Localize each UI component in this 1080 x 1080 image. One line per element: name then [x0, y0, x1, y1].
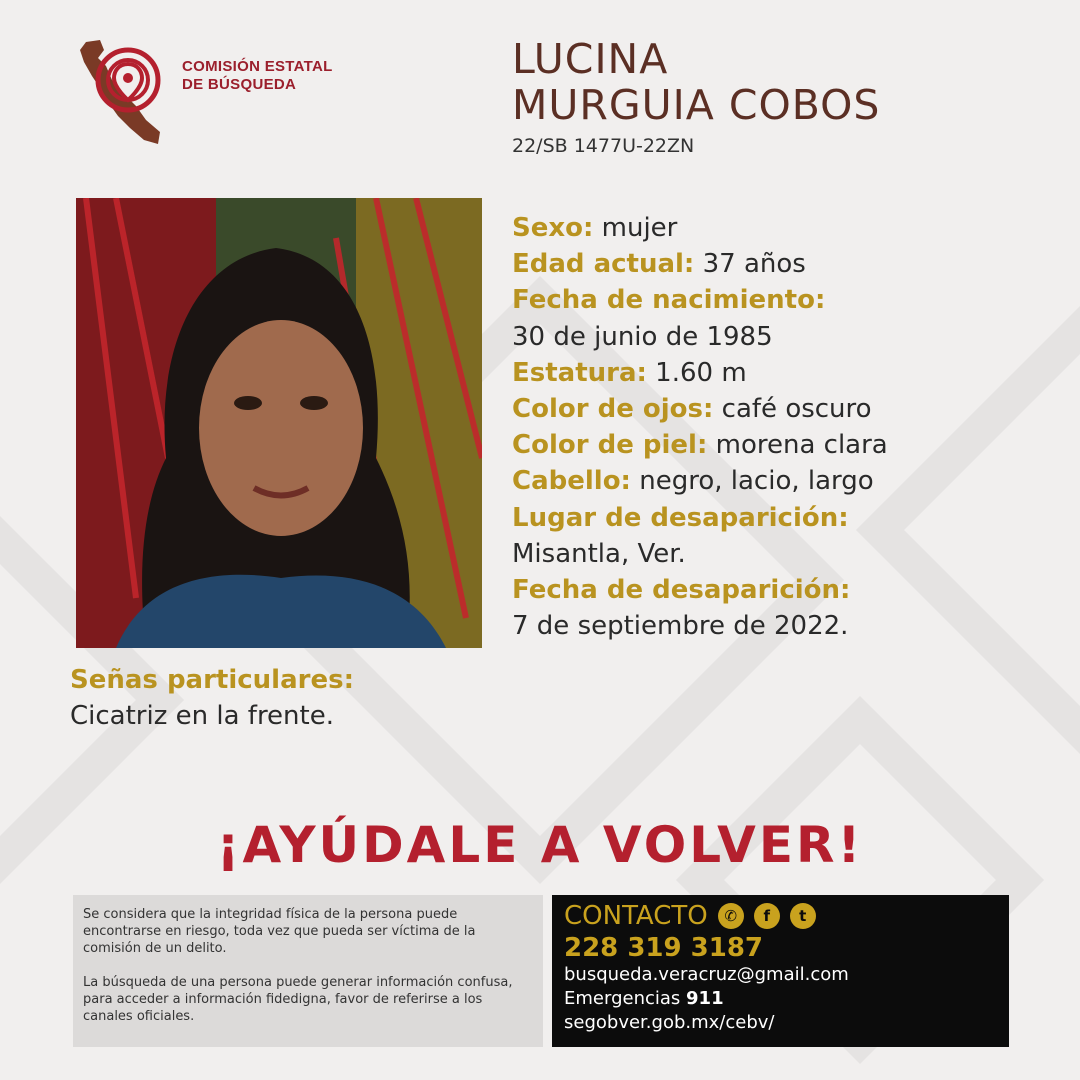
contact-email[interactable]: busqueda.veracruz@gmail.com: [564, 964, 849, 985]
fact-value: 1.60 m: [646, 357, 747, 388]
fact-label: Fecha de desaparición:: [512, 575, 851, 606]
twitter-icon[interactable]: t: [790, 903, 816, 929]
first-name: LUCINA: [512, 35, 669, 83]
fact-row: [512, 608, 888, 644]
contact-phone[interactable]: 228 319 3187: [564, 933, 764, 963]
fact-value: 37 años: [694, 249, 806, 280]
fact-label: Lugar de desaparición:: [512, 502, 849, 533]
fact-label: Sexo:: [512, 213, 594, 243]
fact-row: [512, 463, 888, 499]
fact-row: [512, 282, 888, 318]
distinguishing-marks: [70, 662, 354, 734]
fact-row: [512, 355, 888, 391]
fact-value: morena clara: [707, 430, 888, 461]
contact-box: [552, 895, 1009, 1047]
call-to-action: ¡AYÚDALE A VOLVER!: [216, 816, 864, 874]
person-facts: [512, 210, 888, 644]
folio-number: 22/SB 1477U-22ZN: [512, 135, 695, 157]
fact-row: [512, 427, 888, 463]
fact-value: café oscuro: [713, 394, 872, 425]
logo: [74, 36, 374, 152]
facebook-icon[interactable]: f: [754, 903, 780, 929]
org-name: [182, 58, 333, 94]
last-names: MURGUIA COBOS: [512, 81, 881, 129]
disclaimer-paragraph: La búsqueda de una persona puede generar información confusa, para acceder a información fidedigna, favor de referirse a los canales oficiales.: [83, 975, 513, 1024]
fact-value: 7 de septiembre de 2022.: [512, 611, 849, 642]
person-photo: [76, 198, 482, 648]
emergency-label: Emergencias: [564, 988, 687, 1009]
fact-row: [512, 536, 888, 572]
fact-value: negro, lacio, largo: [630, 466, 874, 497]
fact-row: [512, 391, 888, 427]
fact-row: [512, 500, 888, 536]
marks-value: Cicatriz en la frente.: [70, 701, 334, 731]
disclaimer-paragraph: Se considera que la integridad física de la persona puede encontrarse en riesgo, toda vez que pueda ser víctima de la comisión de un delito.: [83, 907, 476, 956]
person-name: [512, 36, 880, 128]
veracruz-map-icon: [74, 36, 184, 152]
fact-label: Edad actual:: [512, 249, 695, 280]
fact-row: [512, 210, 888, 246]
fact-value: Misantla, Ver.: [512, 538, 686, 569]
fact-label: Color de piel:: [512, 430, 708, 461]
disclaimer-box: [73, 895, 543, 1047]
fact-label: Fecha de nacimiento:: [512, 285, 826, 316]
emergency-number[interactable]: 911: [686, 988, 724, 1009]
fact-row: [512, 319, 888, 355]
contact-title: CONTACTO: [564, 901, 708, 931]
fact-value: 30 de junio de 1985: [512, 321, 773, 352]
fact-label: Cabello:: [512, 466, 631, 497]
contact-emergency: [564, 987, 997, 1011]
fact-row: [512, 572, 888, 608]
phone-icon[interactable]: ✆: [718, 903, 744, 929]
org-name-line2: DE BÚSQUEDA: [182, 76, 297, 93]
fact-value: mujer: [593, 213, 678, 243]
fact-label: Estatura:: [512, 357, 647, 388]
fact-row: [512, 246, 888, 282]
marks-label: Señas particulares:: [70, 665, 354, 695]
org-name-line1: COMISIÓN ESTATAL: [182, 58, 333, 75]
contact-header: [564, 901, 997, 931]
contact-website[interactable]: segobver.gob.mx/cebv/: [564, 1012, 775, 1033]
fact-label: Color de ojos:: [512, 394, 714, 425]
